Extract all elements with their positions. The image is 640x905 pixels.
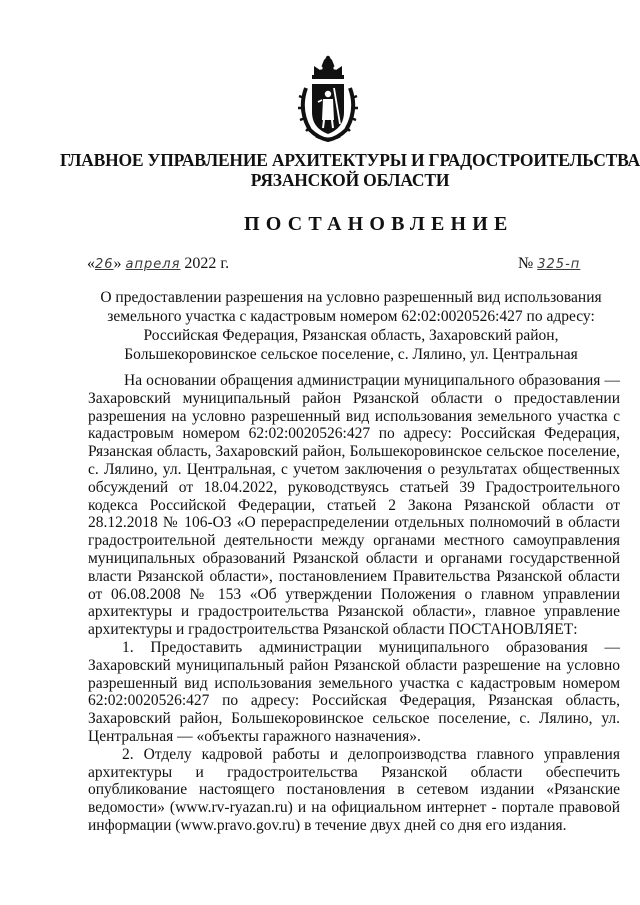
preamble-paragraph: На основании обращения администрации муниципального образования — Захаровский муниципальный район Рязанской области о предоставлении разрешения на условно разрешенный вид использования земельного участка с кадастровым номером 62:02:0020526:427 по адресу: Российская Федерация, Рязанская область, Захаровский район, Большекоровинское сельское поселение, с. Лялино, ул. Центральная, с учетом заключения о результатах общественных обсуждений от 18.04.2022, руководствуясь статьей 39 Градостроительного кодекса Российской Федерации, статьей 2 Закона Рязанской области от 28.12.2018 № 106-ОЗ «О перераспределении отдельных полномочий в области градостроительной деятельности между органами местного самоуправления муниципальных образований Рязанской области и органами государственной власти Рязанской области», постановлением Правительства Рязанской области от 06.08.2008 № 153 «Об утверждении Положения о главном управлении архитектуры и градостроительства Рязанской области», главное управление архитектуры и градостроительства Рязанской области ПОСТАНОВЛЯЕТ:	[88, 372, 620, 639]
number-sign: №	[518, 255, 534, 272]
date-close-quote: »	[113, 255, 122, 272]
point-1-paragraph: 1. Предоставить администрации муниципального образования — Захаровский муниципальный район Рязанской области разрешение на условно разрешенный вид использования земельного участка с кадастровым номером 62:02:0020526:427 по адресу: Российская Федерация, Рязанская область, Захаровский район, Большекоровинское сельское поселение, с. Лялино, ул. Центральная — «объекты гаражного назначения».	[88, 638, 620, 745]
document-type-title: ПОСТАНОВЛЕНИЕ	[244, 213, 514, 235]
organization-name-line1: ГЛАВНОЕ УПРАВЛЕНИЕ АРХИТЕКТУРЫ И ГРАДОСТРОИТЕЛЬСТВА	[60, 150, 640, 170]
document-body	[88, 372, 620, 835]
date-day-handwritten: 26	[95, 257, 114, 272]
document-subject	[96, 288, 606, 364]
date-year: 2022 г.	[184, 255, 230, 272]
organization-name-line2: РЯЗАНСКОЙ ОБЛАСТИ	[250, 170, 450, 190]
subject-line: О предоставлении разрешения на условно разрешенный вид использования	[100, 289, 602, 306]
document-number	[518, 255, 580, 273]
subject-line: Российская Федерация, Рязанская область, Захаровский район,	[143, 327, 559, 344]
point-2-paragraph: 2. Отделу кадровой работы и делопроизводства главного управления архитектуры и градостроительства Рязанской области обеспечить опубликование настоящего постановления в сетевом издании «Рязанские ведомости» (www.rv-ryazan.ru) и на официальном интернет - портале правовой информации (www.pravo.gov.ru) в течение двух дней со дня его издания.	[88, 745, 620, 834]
date-month-handwritten: апреля	[125, 257, 181, 272]
coat-of-arms-icon	[296, 54, 360, 142]
subject-line: земельного участка с кадастровым номером 62:02:0020526:427 по адресу:	[107, 308, 595, 325]
subject-line: Большекоровинское сельское поселение, с. Лялино, ул. Центральная	[124, 346, 578, 363]
date-open-quote: «	[87, 255, 95, 272]
number-handwritten: 325-п	[537, 257, 581, 272]
document-date	[87, 255, 229, 273]
